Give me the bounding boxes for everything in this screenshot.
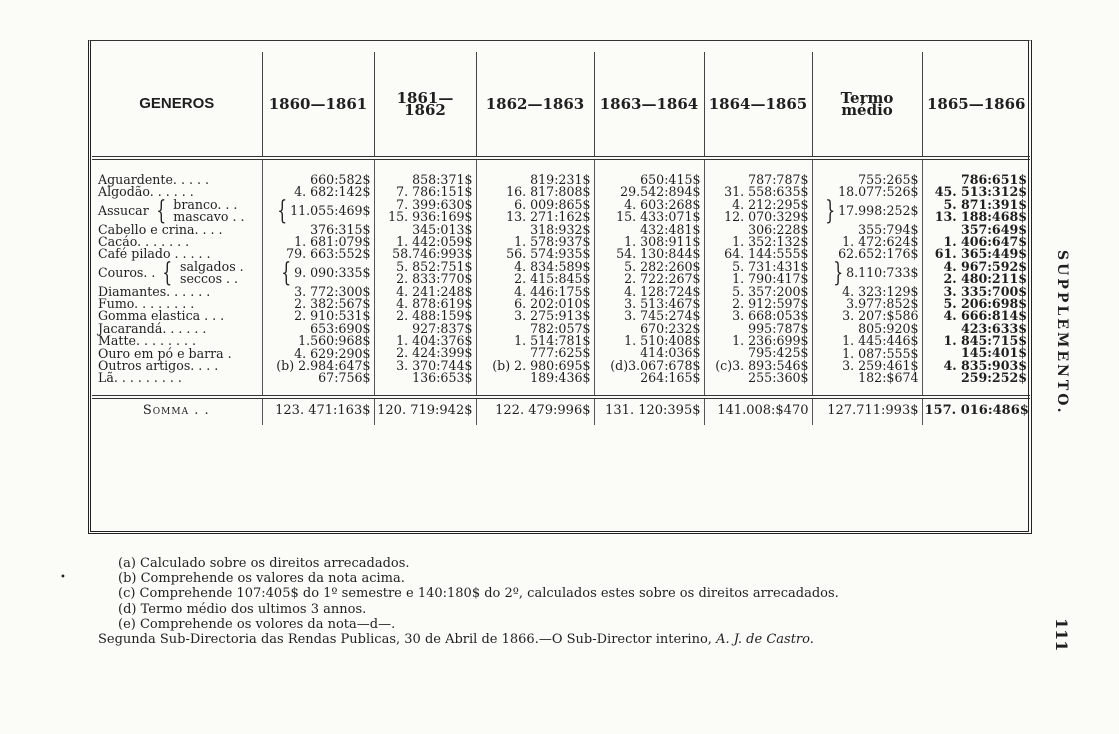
cell: 6. 202:010$ — [514, 295, 591, 311]
header-termo-medio: Termo médio — [812, 52, 922, 158]
cell: 2. 424:399$ — [396, 345, 473, 361]
somma-label: Somma . . — [92, 397, 262, 425]
cell: 787:787$ — [748, 172, 809, 187]
cell: 15. 936:169$ — [388, 209, 473, 225]
cell: 29.542:894$ — [620, 184, 701, 200]
cell: 45. 513:312$ — [934, 184, 1027, 200]
cell: 4. 212:295$ — [732, 196, 809, 212]
row-label: Cacáo. . . . . . . — [98, 233, 190, 249]
row-label: Algodão. . . . . . — [98, 184, 194, 200]
somma-cell: 122. 479:996$ — [476, 397, 594, 425]
row-label: Gomma elastica . . . — [98, 308, 225, 324]
header-year: 1863—1864 — [594, 52, 704, 158]
table-body-row — [92, 158, 1030, 397]
footnote: (d) Termo médio dos ultimos 3 annos. — [118, 601, 367, 617]
header-year: 1860—1861 — [262, 52, 374, 158]
cell: 5. 871:391$ — [943, 196, 1027, 212]
cell: 5. 852:751$ — [396, 258, 473, 274]
brace-icon: { — [280, 258, 291, 289]
cell: 5. 731:431$ — [732, 258, 809, 274]
cell: 255:360$ — [748, 370, 809, 386]
brace-icon: } — [832, 258, 843, 289]
cell: 1. 472:624$ — [842, 233, 919, 249]
cell: 3. 513:467$ — [624, 295, 701, 311]
cell: 1. 404:376$ — [396, 333, 473, 349]
header-year: 1862—1863 — [476, 52, 594, 158]
cell: 2. 382:567$ — [294, 295, 371, 311]
row-label: Cabello e crina. . . . — [98, 221, 223, 237]
cell: 62.652:176$ — [838, 246, 919, 262]
cell: 2. 480:211$ — [943, 271, 1027, 287]
cell: 777:625$ — [530, 345, 591, 361]
cell: 376:315$ — [310, 221, 371, 237]
cell: 660:582$ — [310, 172, 371, 187]
cell-merged: { 9. 090:335$ — [280, 258, 371, 289]
cell: 31. 558:635$ — [724, 184, 809, 200]
somma-cell: 120. 719:942$ — [374, 397, 476, 425]
cell: 670:232$ — [640, 320, 701, 336]
cell: 4. 323:129$ — [842, 283, 919, 299]
cell: 259:252$ — [961, 370, 1027, 386]
cell: (c)3. 893:546$ — [715, 357, 809, 373]
cell: 7. 399:630$ — [396, 196, 473, 212]
column-1864-1865 — [704, 158, 812, 397]
margin-mark: • — [60, 572, 66, 583]
cell: 145:401$ — [961, 345, 1027, 361]
cell: 64. 144:555$ — [724, 246, 809, 262]
row-label: Ouro em pó e barra . — [98, 345, 232, 361]
cell: 805:920$ — [858, 320, 919, 336]
cell: 1. 308:911$ — [624, 233, 701, 249]
cell: 650:415$ — [640, 172, 701, 187]
cell: 54. 130:844$ — [616, 246, 701, 262]
cell: 795:425$ — [748, 345, 809, 361]
cell: 264:165$ — [640, 370, 701, 386]
cell: 3.977:852$ — [846, 295, 919, 311]
row-label: Outros artigos. . . . — [98, 357, 219, 373]
cell: 4. 629:290$ — [294, 345, 371, 361]
cell: 4. 446:175$ — [514, 283, 591, 299]
cell: 1. 681:079$ — [294, 233, 371, 249]
somma-cell: 131. 120:395$ — [594, 397, 704, 425]
footnotes — [98, 556, 839, 647]
brace-icon: { — [156, 196, 166, 227]
cell: 4. 666:814$ — [943, 308, 1027, 324]
somma-cell: 127.711:993$ — [812, 397, 922, 425]
column-1863-1864 — [594, 158, 704, 397]
cell: 1. 845:715$ — [943, 333, 1027, 349]
cell: 357:649$ — [961, 221, 1027, 237]
row-label: Matte. . . . . . . . — [98, 333, 197, 349]
cell: 345:013$ — [412, 221, 473, 237]
cell: 56. 574:935$ — [506, 246, 591, 262]
cell: 4. 967:592$ — [943, 258, 1027, 274]
row-label: Café pilado . . . . . — [98, 246, 211, 262]
row-label: Diamantes. . . . . . — [98, 283, 211, 299]
cell: 18.077:526$ — [838, 184, 919, 200]
row-label: Fumo. . . . . . . . — [98, 295, 195, 311]
side-title: SUPPLEMENTO. — [1054, 250, 1070, 416]
signature-name: A. J. de Castro. — [716, 632, 814, 648]
signature-line: Segunda Sub-Directoria das Rendas Publicas, 30 de Abril de 1866.—O Sub-Director interino, A. J. de Castro. — [98, 632, 814, 648]
cell: 1. 510:408$ — [624, 333, 701, 349]
cell: 755:265$ — [858, 172, 919, 187]
row-label: Lã. . . . . . . . . — [98, 370, 182, 386]
cell: 182:$674 — [858, 370, 919, 386]
cell: 1. 578:937$ — [514, 233, 591, 249]
cell: 1. 087:555$ — [842, 345, 919, 361]
cell: 927:837$ — [412, 320, 473, 336]
cell: 1.560:968$ — [298, 333, 371, 349]
cell: 61. 365:449$ — [934, 246, 1027, 262]
footnote: (c) Comprehende 107:405$ do 1º semestre e 140:180$ do 2º, calculados estes sobre os direitos arrecadados. — [118, 586, 839, 602]
cell: 4. 835:903$ — [943, 357, 1027, 373]
cell: 4. 603:268$ — [624, 196, 701, 212]
header-generos: GENEROS — [92, 52, 262, 158]
row-label-assucar: Assucar { branco. . . mascavo . . — [98, 196, 245, 227]
cell: 13. 188:468$ — [934, 209, 1027, 225]
somma-cell: 141.008:$470 — [704, 397, 812, 425]
footnote: (b) Comprehende os valores da nota acima. — [118, 571, 405, 587]
cell: 3. 207:$586 — [842, 308, 919, 324]
cell: 782:057$ — [530, 320, 591, 336]
cell: 3. 745:274$ — [624, 308, 701, 324]
somma-row — [92, 397, 1030, 425]
cell: 432:481$ — [640, 221, 701, 237]
cell: 318:932$ — [530, 221, 591, 237]
header-year: 1864—1865 — [704, 52, 812, 158]
cell: 1. 236:699$ — [732, 333, 809, 349]
cell: 15. 433:071$ — [616, 209, 701, 225]
cell: 1. 514:781$ — [514, 333, 591, 349]
cell: 3. 668:053$ — [732, 308, 809, 324]
cell: 1. 352:132$ — [732, 233, 809, 249]
cell: 414:036$ — [640, 345, 701, 361]
cell-merged: } 17.998:252$ — [824, 196, 919, 227]
cell: 189:436$ — [530, 370, 591, 386]
cell: 3. 275:913$ — [514, 308, 591, 324]
cell: 4. 128:724$ — [624, 283, 701, 299]
cell: 2. 488:159$ — [396, 308, 473, 324]
cell: 1. 406:647$ — [943, 233, 1027, 249]
cell: (b) 2. 980:695$ — [492, 357, 591, 373]
cell: 5. 282:260$ — [624, 258, 701, 274]
cell: 13. 271:162$ — [506, 209, 591, 225]
page-number: 111 — [1052, 618, 1071, 652]
cell: 5. 357:200$ — [732, 283, 809, 299]
footnote: (a) Calculado sobre os direitos arrecadados. — [118, 556, 410, 571]
cell: 653:690$ — [310, 320, 371, 336]
cell: 3. 259:461$ — [842, 357, 919, 373]
column-1862-1863 — [476, 158, 594, 397]
brace-icon: } — [824, 196, 835, 227]
cell: 995:787$ — [748, 320, 809, 336]
exports-table — [92, 52, 1030, 425]
cell: 786:651$ — [961, 172, 1027, 187]
header-year: 1861—1862 — [374, 52, 476, 158]
footnote: (e) Comprehende os volores da nota—d—. — [118, 616, 396, 632]
column-1865-1866 — [922, 158, 1030, 397]
cell: 3. 772:300$ — [294, 283, 371, 299]
cell: 4. 682:142$ — [294, 184, 371, 200]
cell: 819:231$ — [530, 172, 591, 187]
cell: 6. 009:865$ — [514, 196, 591, 212]
cell: 4. 241:248$ — [396, 283, 473, 299]
cell: 2. 722:267$ — [624, 271, 701, 287]
column-1860-1861 — [262, 158, 374, 397]
cell: 79. 663:552$ — [286, 246, 371, 262]
brace-icon: { — [276, 196, 287, 227]
brace-icon: { — [162, 258, 173, 289]
cell: 7. 786:151$ — [396, 184, 473, 200]
cell: (b) 2.984:647$ — [276, 357, 371, 373]
row-label-couros: Couros. . { salgados . seccos . . — [98, 258, 244, 289]
column-1861-1862 — [374, 158, 476, 397]
cell: 58.746:993$ — [392, 246, 473, 262]
cell: 5. 206:698$ — [943, 295, 1027, 311]
header-row — [92, 52, 1030, 158]
cell: 423:633$ — [961, 320, 1027, 336]
column-termo-medio — [812, 158, 922, 397]
cell: 4. 834:589$ — [514, 258, 591, 274]
cell: 2. 833:770$ — [396, 271, 473, 287]
row-label: Jacarandá. . . . . . — [98, 320, 207, 336]
cell: 858:371$ — [412, 172, 473, 187]
cell: 2. 910:531$ — [294, 308, 371, 324]
cell: 3. 335:700$ — [943, 283, 1027, 299]
cell-merged: } 8.110:733$ — [832, 258, 919, 289]
row-label: Aguardente. . . . . — [98, 172, 209, 187]
cell: 1. 445:446$ — [842, 333, 919, 349]
somma-cell: 157. 016:486$ — [922, 397, 1030, 425]
header-year-last: 1865—1866 — [922, 52, 1030, 158]
cell: 1. 442:059$ — [396, 233, 473, 249]
cell: 67:756$ — [318, 370, 371, 386]
cell: 2. 415:845$ — [514, 271, 591, 287]
cell: 16. 817:808$ — [506, 184, 591, 200]
cell: (d)3.067:678$ — [610, 357, 701, 373]
somma-cell: 123. 471:163$ — [262, 397, 374, 425]
generos-column — [92, 158, 262, 397]
cell: 355:794$ — [858, 221, 919, 237]
cell: 1. 790:417$ — [732, 271, 809, 287]
cell: 12. 070:329$ — [724, 209, 809, 225]
cell: 136:653$ — [412, 370, 473, 386]
cell: 3. 370:744$ — [396, 357, 473, 373]
cell-merged: { 11.055:469$ — [276, 196, 371, 227]
cell: 2. 912:597$ — [732, 295, 809, 311]
cell: 4. 878:619$ — [396, 295, 473, 311]
cell: 306:228$ — [748, 221, 809, 237]
